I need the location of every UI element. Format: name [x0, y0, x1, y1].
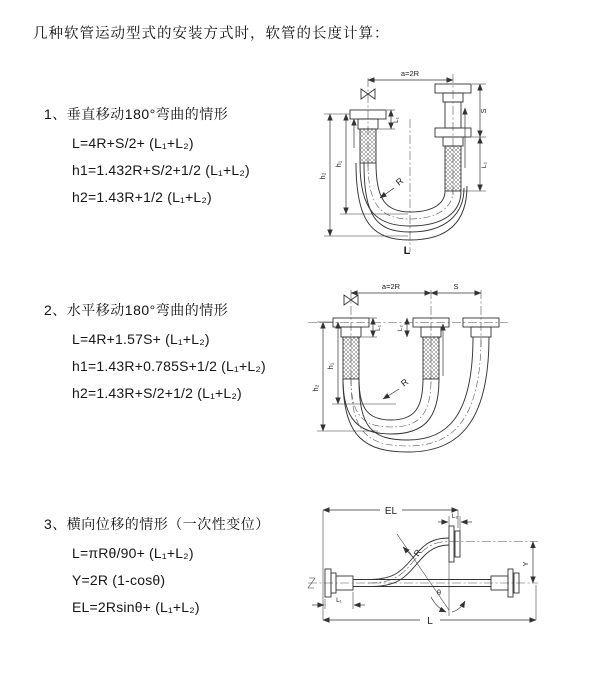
dimension-a2r	[368, 69, 453, 80]
label-r: R	[398, 376, 411, 389]
label-l1: L₁	[375, 325, 382, 331]
dimension-l1	[362, 318, 382, 337]
formula-s1-L: L=4R+S/2+ (L₁+L₂)	[72, 135, 194, 151]
diagram-horizontal-180-bend	[308, 276, 598, 466]
section-3	[44, 514, 270, 615]
formula-s2-h2: h2=1.43R+S/2+1/2 (L₁+L₂)	[72, 385, 242, 401]
flange-top-right	[449, 526, 460, 562]
centerlines	[368, 74, 453, 252]
hose-curves	[353, 538, 491, 587]
label-l-length: L	[403, 245, 411, 257]
label-h2: h₂	[318, 172, 327, 180]
label-h1: h₁	[326, 362, 335, 370]
label-s: S	[453, 282, 459, 291]
label-l1: L₁	[393, 117, 400, 123]
dimension-l1	[312, 592, 365, 609]
formula-s3-L: L=πRθ/90+ (L₁+L₂)	[72, 545, 194, 561]
hose-curves	[343, 337, 489, 452]
pipe-right	[435, 84, 471, 191]
label-l2: L₂	[397, 324, 404, 332]
label-el: EL	[384, 506, 398, 517]
dimension-l1	[379, 110, 400, 129]
label-a2r: a=2R	[400, 69, 420, 78]
dimension-l2	[462, 137, 488, 191]
label-l: L	[427, 616, 433, 627]
radius-callout	[383, 376, 411, 399]
label-y: Y	[521, 561, 530, 567]
radius-callout	[403, 547, 423, 558]
radius-callout	[380, 175, 406, 198]
formula-s1-h1: h1=1.432R+S/2+1/2 (L₁+L₂)	[72, 162, 250, 178]
dimension-l2	[438, 513, 472, 531]
section-2	[44, 300, 266, 401]
dimension-l	[323, 585, 536, 627]
label-r: R	[393, 175, 406, 188]
label-theta: θ	[436, 588, 442, 597]
diagram-lateral-displacement	[298, 498, 598, 643]
label-l2: L₂	[481, 161, 488, 169]
formula-s2-L: L=4R+1.57S+ (L₁+L₂)	[72, 331, 210, 347]
formula-s3-EL: EL=2Rsinθ+ (L₁+L₂)	[72, 599, 200, 615]
dimension-el	[323, 506, 458, 620]
centerlines	[308, 542, 538, 584]
formula-s1-h2: h2=1.43R+1/2 (L₁+L₂)	[72, 189, 212, 205]
dimension-l2	[397, 318, 407, 337]
label-l1: L₁	[336, 597, 342, 604]
dimension-s	[472, 84, 488, 137]
label-a2r: a=2R	[381, 282, 401, 291]
dimension-s	[431, 282, 481, 293]
label-l2: L₂	[451, 513, 459, 520]
formula-s3-Y: Y=2R (1-cosθ)	[72, 572, 166, 588]
formula-s2-h1: h1=1.43R+0.785S+1/2 (L₁+L₂)	[72, 358, 266, 374]
label-h2: h₂	[311, 384, 320, 392]
dimension-a2r	[351, 282, 431, 293]
label-r: R	[411, 547, 424, 559]
label-s: S	[479, 108, 488, 114]
dimension-y	[521, 542, 533, 584]
section-1	[44, 104, 250, 205]
label-h1: h₁	[334, 160, 343, 168]
pipe-middle	[413, 318, 449, 379]
section-2-heading: 2、水平移动180°弯曲的情形	[44, 302, 229, 318]
section-1-heading: 1、垂直移动180°弯曲的情形	[44, 106, 229, 122]
pipe-left	[333, 318, 369, 379]
page-title: 几种软管运动型式的安装方式时，软管的长度计算：	[33, 26, 390, 42]
diagram-vertical-180-bend	[310, 64, 595, 260]
section-3-heading: 3、横向位移的情形（一次性变位）	[44, 516, 270, 532]
